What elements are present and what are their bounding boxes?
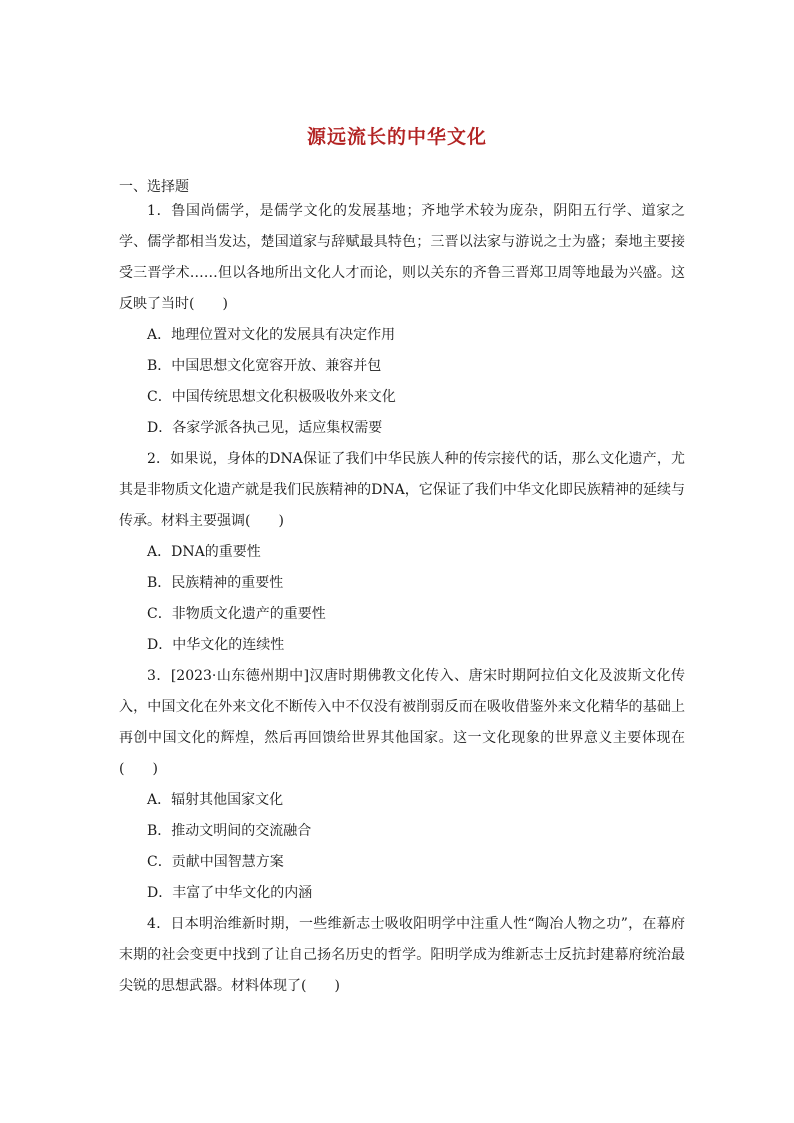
option-c: C．非物质文化遗产的重要性 xyxy=(147,606,326,622)
question-3 xyxy=(119,661,685,909)
question-stem: 1．鲁国尚儒学，是儒学文化的发展基地；齐地学术较为庞杂，阴阳五行学、道家之学、儒学都相当发达，楚国道家与辞赋最具特色；三晋以法家与游说之士为盛；秦地主要接受三晋学术……但以各地所出文化人才而论，则以关东的齐鲁三晋郑卫周等地最为兴盛。这反映了当时( ) xyxy=(119,203,685,312)
section-heading: 一、选择题 xyxy=(119,179,189,195)
option-d: D．各家学派各执己见，适应集权需要 xyxy=(147,420,383,436)
option-d: D．中华文化的连续性 xyxy=(147,637,285,653)
option-c: C．中国传统思想文化积极吸收外来文化 xyxy=(147,389,396,405)
question-list xyxy=(119,196,685,1002)
question-2 xyxy=(119,444,685,661)
option-b: B．民族精神的重要性 xyxy=(147,575,284,591)
document-title: 源远流长的中华文化 xyxy=(306,126,487,148)
option-c: C．贡献中国智慧方案 xyxy=(147,854,284,870)
option-d: D．丰富了中华文化的内涵 xyxy=(147,885,313,901)
option-a: A．DNA的重要性 xyxy=(147,544,261,560)
question-stem: 4．日本明治维新时期，一些维新志士吸收阳明学中注重人性“陶冶人物之功”，在幕府末期的社会变更中找到了让自己扬名历史的哲学。阳明学成为维新志士反抗封建幕府统治最尖锐的思想武器。材料体现了( ) xyxy=(119,916,685,994)
question-stem: 2．如果说，身体的DNA保证了我们中华民族人种的传宗接代的话，那么文化遗产，尤其是非物质文化遗产就是我们民族精神的DNA，它保证了我们中华文化即民族精神的延续与传承。材料主要强调( ) xyxy=(119,451,685,529)
option-b: B．中国思想文化宽容开放、兼容并包 xyxy=(147,358,382,374)
option-b: B．推动文明间的交流融合 xyxy=(147,823,312,839)
option-a: A．辐射其他国家文化 xyxy=(147,792,284,808)
question-stem: 3．[2023·山东德州期中]汉唐时期佛教文化传入、唐宋时期阿拉伯文化及波斯文化传入，中国文化在外来文化不断传入中不仅没有被削弱反而在吸收借鉴外来文化精华的基础上再创中国文化的辉煌，然后再回馈给世界其他国家。这一文化现象的世界意义主要体现在( ) xyxy=(119,668,685,777)
question-1 xyxy=(119,196,685,444)
option-a: A．地理位置对文化的发展具有决定作用 xyxy=(147,327,396,343)
question-4 xyxy=(119,909,685,1002)
